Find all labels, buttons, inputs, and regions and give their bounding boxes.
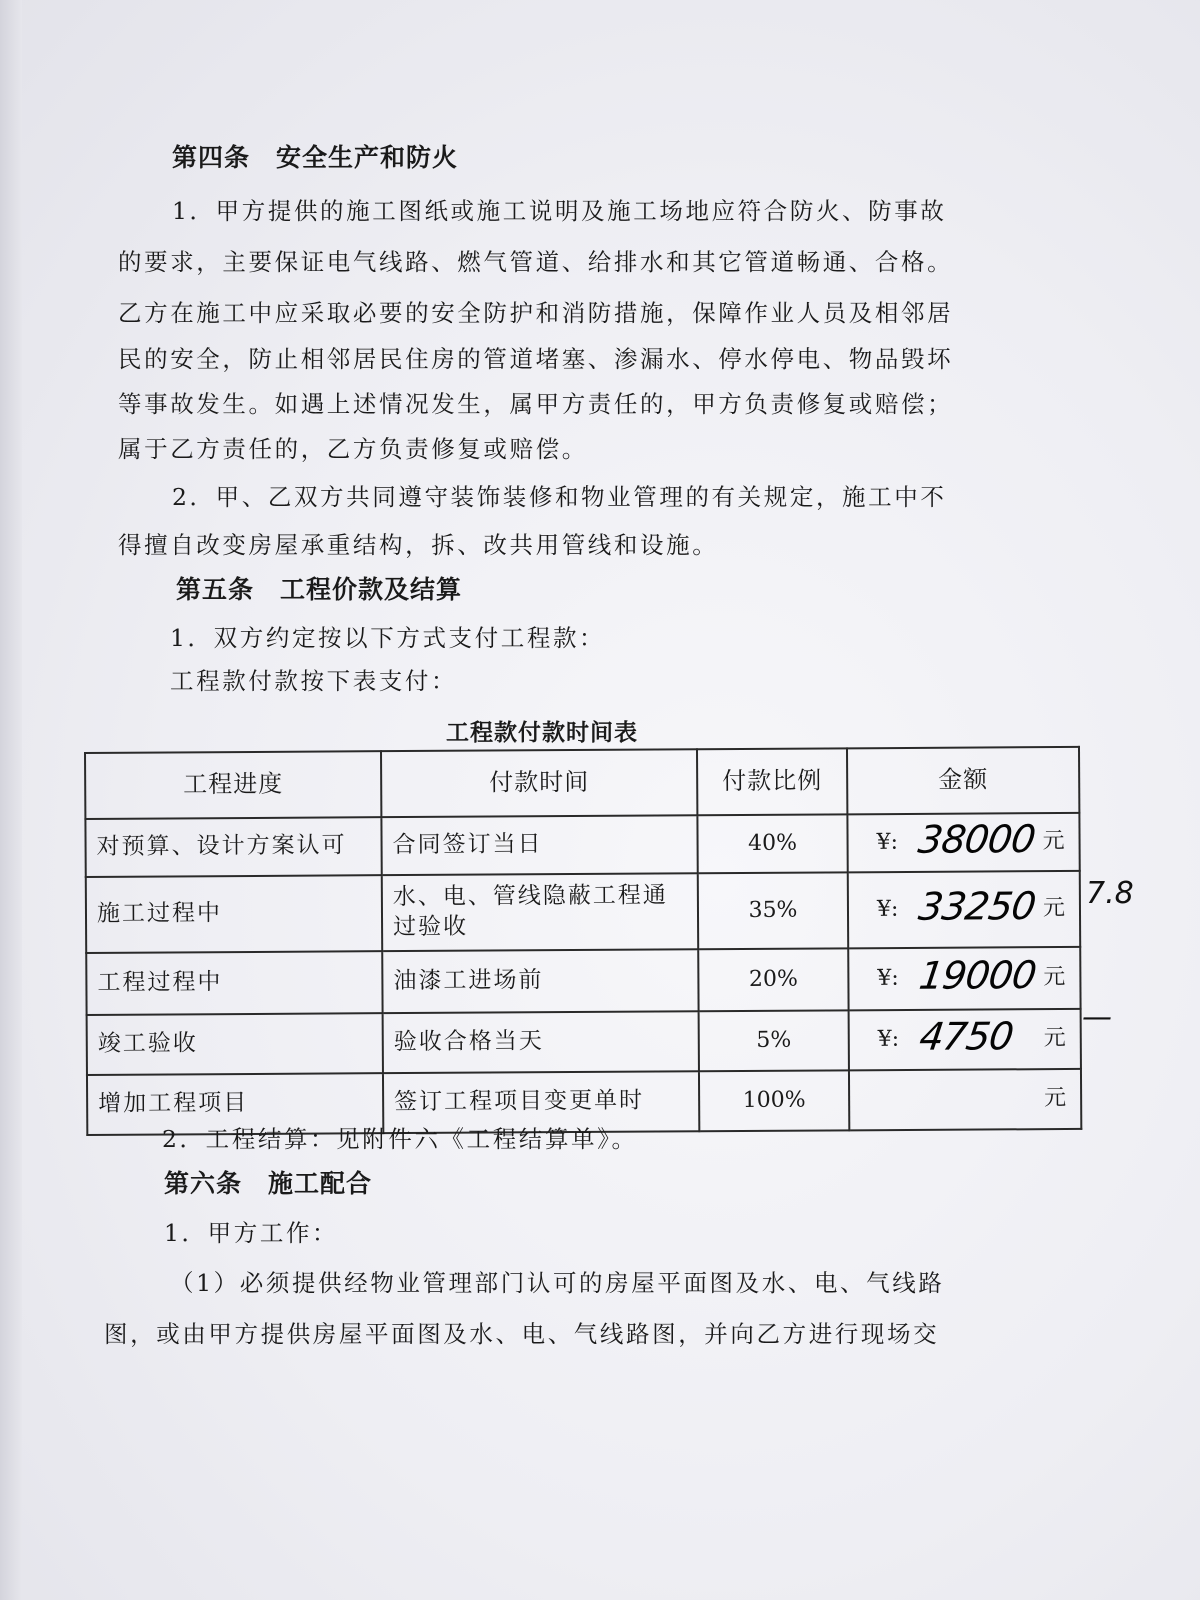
margin-note-dash: — <box>1082 1000 1112 1035</box>
stage-cell: 工程过程中 <box>86 951 382 1015</box>
unit-label: 元 <box>1042 828 1065 854</box>
article5-heading: 第五条 工程价款及结算 <box>176 575 463 604</box>
article4-line-7: 2．甲、乙双方共同遵守装饰装修和物业管理的有关规定，施工中不 <box>172 483 947 511</box>
amount-cell <box>847 813 1079 872</box>
yen-prefix: ¥: <box>877 965 899 991</box>
column-header-stage: 工程进度 <box>85 751 381 819</box>
yen-prefix: ¥: <box>876 829 899 855</box>
article6-line-3: 图，或由甲方提供房屋平面图及水、电、气线路图，并向乙方进行现场交 <box>104 1320 940 1348</box>
table-header-row <box>85 747 1079 819</box>
amount-cell <box>848 947 1080 1010</box>
settlement-line: 2．工程结算：见附件六《工程结算单》。 <box>162 1125 638 1153</box>
payment-table-title: 工程款付款时间表 <box>446 720 638 746</box>
article4-line-2: 的要求，主要保证电气线路、燃气管道、给排水和其它管道畅通、合格。 <box>118 248 954 276</box>
stage-cell: 增加工程项目 <box>87 1073 383 1135</box>
article4-heading: 第四条 安全生产和防火 <box>172 143 459 172</box>
table-row <box>85 813 1079 877</box>
amount-cell <box>848 871 1080 948</box>
handwritten-amount: 33250 <box>916 884 1038 929</box>
article4-line-5: 等事故发生。如遇上述情况发生，属甲方责任的，甲方负责修复或赔偿； <box>118 390 954 418</box>
table-row <box>86 947 1080 1015</box>
unit-label: 元 <box>1044 1085 1067 1111</box>
stage-cell: 竣工验收 <box>87 1013 383 1075</box>
yen-prefix: ¥: <box>876 896 899 922</box>
article6-line-1: 1．甲方工作： <box>164 1219 339 1247</box>
handwritten-amount: 4750 <box>916 1014 1016 1059</box>
unit-label: 元 <box>1042 895 1066 921</box>
ratio-cell: 40% <box>697 814 847 873</box>
page-edge-shadow <box>0 0 22 1600</box>
amount-cell <box>849 1069 1081 1130</box>
unit-label: 元 <box>1043 1025 1066 1051</box>
ratio-cell: 5% <box>699 1010 849 1071</box>
time-cell: 验收合格当天 <box>383 1011 699 1073</box>
article6-heading: 第六条 施工配合 <box>164 1169 373 1198</box>
article4-line-3: 乙方在施工中应采取必要的安全防护和消防措施，保障作业人员及相邻居 <box>118 299 954 327</box>
article4-line-4: 民的安全，防止相邻居民住房的管道堵塞、渗漏水、停水停电、物品毁坏 <box>118 345 954 373</box>
article4-line-1: 1．甲方提供的施工图纸或施工说明及施工场地应符合防火、防事故 <box>172 197 947 225</box>
time-cell: 油漆工进场前 <box>382 949 698 1013</box>
article6-line-2: （1）必须提供经物业管理部门认可的房屋平面图及水、电、气线路 <box>170 1269 945 1297</box>
time-cell: 水、电、管线隐蔽工程通过验收 <box>382 873 698 951</box>
article4-line-8: 得擅自改变房屋承重结构，拆、改共用管线和设施。 <box>118 531 719 559</box>
column-header-ratio: 付款比例 <box>697 748 847 815</box>
article5-line-1: 1．双方约定按以下方式支付工程款： <box>170 624 606 652</box>
margin-note-handwritten: 7.8 <box>1086 876 1134 911</box>
time-cell: 合同签订当日 <box>381 815 697 875</box>
amount-cell <box>849 1009 1081 1070</box>
ratio-cell: 100% <box>699 1070 849 1131</box>
column-header-time: 付款时间 <box>381 749 697 817</box>
article5-line-2: 工程款付款按下表支付： <box>170 667 458 695</box>
time-cell: 签订工程项目变更单时 <box>383 1071 699 1133</box>
yen-prefix: ¥: <box>877 1026 900 1052</box>
column-header-amount: 金额 <box>847 747 1079 814</box>
payment-schedule-table <box>84 746 1082 1136</box>
article4-line-6: 属于乙方责任的，乙方负责修复或赔偿。 <box>118 435 588 463</box>
ratio-cell: 20% <box>698 948 848 1011</box>
table-row <box>87 1009 1081 1075</box>
handwritten-amount: 19000 <box>916 953 1039 998</box>
stage-cell: 对预算、设计方案认可 <box>85 817 381 877</box>
handwritten-amount: 38000 <box>915 817 1038 862</box>
unit-label: 元 <box>1043 964 1066 990</box>
ratio-cell: 35% <box>698 872 848 949</box>
stage-cell: 施工过程中 <box>86 875 382 953</box>
table-row <box>86 871 1080 953</box>
